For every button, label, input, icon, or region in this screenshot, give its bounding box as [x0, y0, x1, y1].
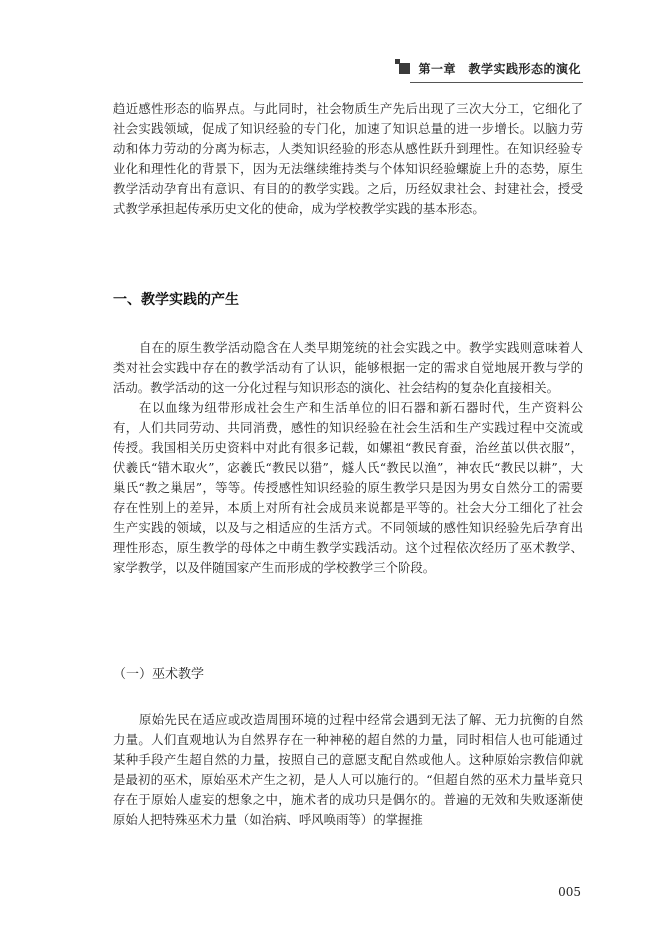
intro-paragraph: 趋近感性形态的临界点。与此同时，社会物质生产先后出现了三次大分工，它细化了社会实践领域，促成了知识经验的专门化，加速了知识总量的进一步增长。以脑力劳动和体力劳动的分离为标志，人类知识经验的形态从感性跃升到理性。在知识经验专业化和理性化的背景下，因为无法继续维持类与个体知识经验螺旋上升的态势，原生教学活动孕育出有意识、有目的的教学实践。之后，历经奴隶社会、封建社会，授受式教学承担起传承历史文化的使命，成为学校教学实践的基本形态。 — [113, 101, 583, 216]
section-heading: 一、教学实践的产生 — [113, 292, 239, 308]
subsection-body — [113, 710, 583, 830]
body-paragraph: 自在的原生教学活动隐含在人类早期笼统的社会实践之中。教学实践则意味着人类对社会实践中存在的教学活动有了认识，能够根据一定的需求自觉地展开教与学的活动。教学活动的这一分化过程与知识形态的演化、社会结构的复杂化直接相关。 — [113, 340, 583, 395]
chapter-title: 第一章 教学实践形态的演化 — [418, 62, 581, 76]
body-paragraph: 原始先民在适应或改造周围环境的过程中经常会遇到无法了解、无力抗衡的自然力量。人们直观地认为自然界存在一种神秘的超自然的力量，同时相信人也可能通过某种手段产生超自然的力量，按照自己的意愿支配自然或他人。这种原始宗教信仰就是最初的巫术，原始巫术产生之初，是人人可以施行的。“但超自然的巫术力量毕竟只存在于原始人虚妄的想象之中，施术者的成功只是偶尔的。普遍的无效和失败逐渐使原始人把特殊巫术力量（如治病、呼风唤雨等）的掌握推 — [113, 712, 583, 827]
page-number: 005 — [558, 885, 581, 899]
header-divider — [410, 82, 583, 83]
section-body — [113, 338, 583, 578]
intro-block — [113, 99, 583, 219]
subsection-heading: （一）巫术教学 — [113, 667, 205, 682]
running-header — [399, 60, 581, 77]
body-paragraph: 在以血缘为纽带形成社会生产和生活单位的旧石器和新石器时代，生产资料公有，人们共同劳动、共同消费，感性的知识经验在社会生活和生产实践过程中交流或传授。我国相关历史资料中对此有很多记载，如嫘祖“教民育蚕，治丝茧以供衣服”，伏羲氏“错木取火”，宓羲氏“教民以猎”，燧人氏“教民以渔”，神农氏“教民以耕”，大巢氏“教之巢居”，等等。传授感性知识经验的原生教学只是因为男女自然分工的需要存在性别上的差异，本质上对所有社会成员来说都是平等的。社会大分工细化了社会生产实践的领域，以及与之相适应的生活方式。不同领域的感性知识经验先后孕育出理性形态，原生教学的母体之中萌生教学实践活动。这个过程依次经历了巫术教学、家学教学，以及伴随国家产生而形成的学校教学三个阶段。 — [113, 400, 583, 575]
square-mark-icon — [399, 63, 410, 74]
